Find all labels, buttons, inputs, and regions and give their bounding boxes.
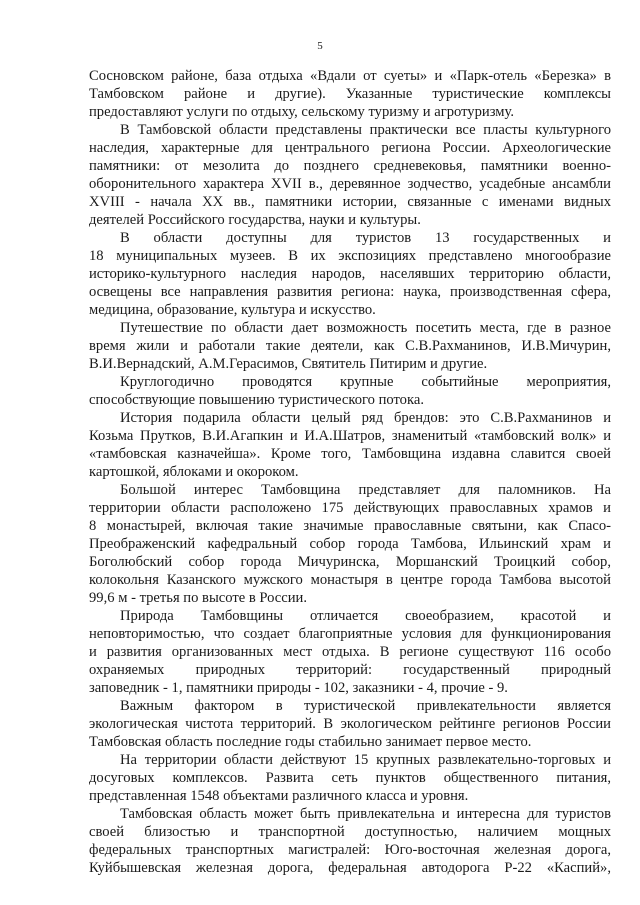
paragraph-8 xyxy=(89,607,611,697)
text-line: Тамбовская область может быть привлекательна и интересна для туристов xyxy=(120,806,611,822)
paragraph-5 xyxy=(89,373,611,409)
text-line: Путешествие по области дает возможность посетить места, где в разное xyxy=(120,320,611,336)
paragraph-4 xyxy=(89,319,611,373)
text-line: способствующие повышению туристического потока. xyxy=(89,392,424,408)
paragraph-7 xyxy=(89,481,611,607)
text-line: Большой интерес Тамбовщина представляет для паломников. На xyxy=(120,482,611,498)
text-line: наследия, характерные для центрального региона России. Археологические xyxy=(89,140,611,156)
text-line: Боголюбский собор города Мичуринска, Моршанский Троицкий собор, xyxy=(89,554,611,570)
paragraph-1 xyxy=(89,67,611,121)
text-line: федеральных транспортных магистралей: Юго-восточная железная дорога, xyxy=(89,842,611,858)
text-line: Сосновском районе, база отдыха «Вдали от суеты» и «Парк-отель «Березка» в xyxy=(89,68,611,84)
text-line: памятники: от мезолита до позднего средневековья, памятники военно- xyxy=(89,158,611,174)
text-line: Куйбышевская железная дорога, федеральная автодорога Р-22 «Каспий», xyxy=(89,860,611,876)
paragraph-3 xyxy=(89,229,611,319)
text-line: В области доступны для туристов 13 государственных и xyxy=(120,230,611,246)
text-line: Важным фактором в туристической привлекательности является xyxy=(120,698,611,714)
text-line: XVIII - начала XX вв., памятники истории, связанные с именами видных xyxy=(89,194,611,210)
text-line: Преображенский кафедральный собор города Тамбова, Ильинский храм и xyxy=(89,536,611,552)
text-line: 99,6 м - третья по высоте в России. xyxy=(89,590,308,606)
text-line: территории области расположено 175 действующих православных храмов и xyxy=(89,500,611,516)
text-line: Тамбовском районе и другие). Указанные туристические комплексы xyxy=(89,86,611,102)
text-line: Природа Тамбовщины отличается своеобразием, красотой и xyxy=(120,608,611,624)
text-line: предоставляют услуги по отдыху, сельскому туризму и агротуризму. xyxy=(89,104,514,120)
text-line: экологическая чистота территорий. В экологическом рейтинге регионов России xyxy=(89,716,611,732)
text-line: Козьма Прутков, В.И.Агапкин и И.А.Шатров, знаменитый «тамбовский волк» и xyxy=(89,428,611,444)
text-line: освещены все направления развития региона: наука, производственная сфера, xyxy=(89,284,611,300)
paragraph-11 xyxy=(89,805,611,877)
paragraph-2 xyxy=(89,121,611,229)
text-line: 18 муниципальных музеев. В их экспозициях представлено многообразие xyxy=(89,248,611,264)
body-text xyxy=(89,67,611,877)
text-line: неповторимостью, что создает благоприятные условия для функционирования xyxy=(89,626,611,642)
text-line: В.И.Вернадский, А.М.Герасимов, Святитель Питирим и другие. xyxy=(89,356,488,372)
text-line: В Тамбовской области представлены практически все пласты культурного xyxy=(120,122,611,138)
page-number: 5 xyxy=(317,40,323,52)
text-line: Круглогодично проводятся крупные событийные мероприятия, xyxy=(120,374,611,390)
text-line: оборонительного характера XVII в., деревянное зодчество, усадебные ансамбли xyxy=(89,176,611,192)
text-line: историко-культурного наследия народов, населявших территорию области, xyxy=(89,266,611,282)
text-line: «тамбовская казначейша». Кроме того, Тамбовщина издавна славится своей xyxy=(89,446,611,462)
paragraph-9 xyxy=(89,697,611,751)
text-line: картошкой, яблоками и окороком. xyxy=(89,464,299,480)
paragraph-10 xyxy=(89,751,611,805)
text-line: охраняемых природных территорий: государственный природный xyxy=(89,662,611,678)
text-line: время жили и работали такие деятели, как С.В.Рахманинов, И.В.Мичурин, xyxy=(89,338,611,354)
text-line: На территории области действуют 15 крупных развлекательно-торговых и xyxy=(120,752,611,768)
text-line: 8 монастырей, включая такие значимые православные святыни, как Спасо- xyxy=(89,518,611,534)
text-line: медицина, образование, культура и искусство. xyxy=(89,302,376,318)
text-line: представленная 1548 объектами различного класса и уровня. xyxy=(89,788,469,804)
paragraph-6 xyxy=(89,409,611,481)
text-line: Тамбовская область последние годы стабильно занимает первое место. xyxy=(89,734,532,750)
text-line: досуговых комплексов. Развита сеть пунктов общественного питания, xyxy=(89,770,611,786)
text-line: и развития организованных мест отдыха. В регионе существуют 116 особо xyxy=(89,644,611,660)
text-line: своей близостью и транспортной доступностью, наличием мощных xyxy=(89,824,611,840)
text-line: деятелей Российского государства, науки и культуры. xyxy=(89,212,421,228)
text-line: заповедник - 1, памятники природы - 102, заказники - 4, прочие - 9. xyxy=(89,680,508,696)
text-line: История подарила области целый ряд брендов: это С.В.Рахманинов и xyxy=(120,410,611,426)
text-line: колокольня Казанского мужского монастыря в центре города Тамбова высотой xyxy=(89,572,611,588)
